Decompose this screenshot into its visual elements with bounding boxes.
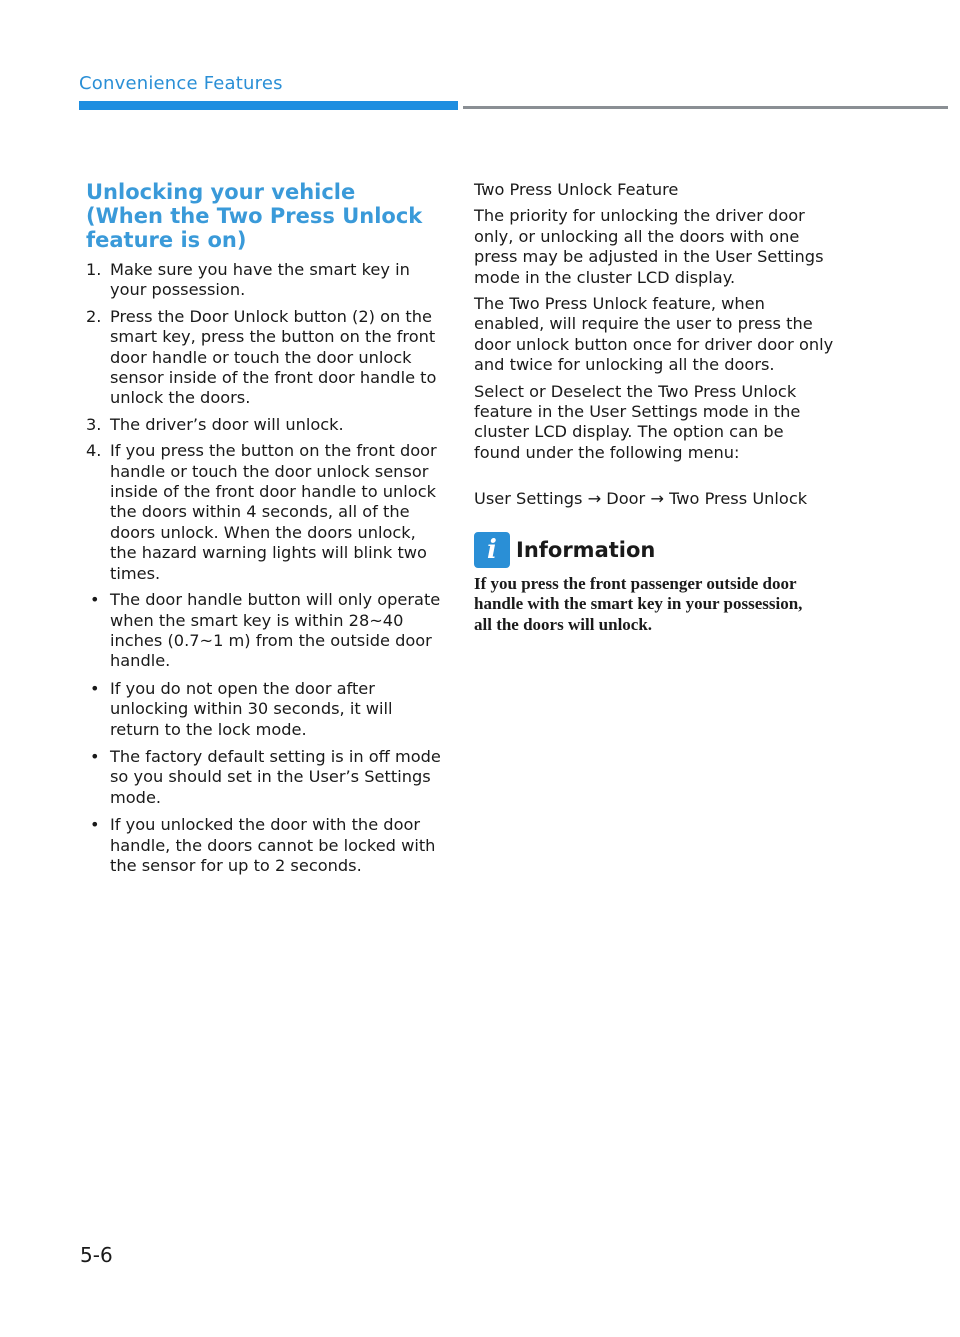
note-item (86, 815, 442, 876)
step-text: If you press the button on the front door handle or touch the door unlock sensor inside of the front door handle to unlock the doors within 4 seconds, all of the doors unlock. When the doors unlock, the hazard warning lights will blink two times. (110, 441, 437, 583)
body-paragraph: The Two Press Unlock feature, when enabled, will require the user to press the door unlock button once for driver door only and twice for unlocking all the doors. (474, 294, 834, 375)
steps-list (86, 260, 442, 584)
section-title: Convenience Features (79, 73, 283, 94)
right-column (474, 180, 834, 635)
heading-line: Unlocking your vehicle (86, 180, 356, 204)
step-item (86, 260, 442, 301)
header-rule (463, 106, 948, 109)
step-text: Press the Door Unlock button (2) on the smart key, press the button on the front door handle or touch the door unlock sensor inside of the front door handle to unlock the doors. (110, 306, 437, 408)
note-item (86, 679, 442, 740)
note-item (86, 590, 442, 672)
bullet-icon: • (90, 815, 100, 835)
info-icon: i (474, 532, 510, 568)
step-text: Make sure you have the smart key in your possession. (110, 260, 410, 300)
information-header (474, 532, 834, 568)
note-text: The factory default setting is in off mode so you should set in the User’s Settings mode. (110, 746, 441, 807)
note-text: If you unlocked the door with the door handle, the doors cannot be locked with the sensor for up to 2 seconds. (110, 815, 436, 875)
notes-list (86, 590, 442, 876)
note-item (86, 747, 442, 808)
section-heading (86, 180, 442, 252)
note-text: If you do not open the door after unlocking within 30 seconds, it will return to the lock mode. (110, 678, 393, 739)
step-number: 1. (86, 260, 102, 279)
body-paragraph: The priority for unlocking the driver door only, or unlocking all the doors with one press may be adjusted in the User Settings mode in the cluster LCD display. (474, 206, 824, 287)
note-text: The door handle button will only operate when the smart key is within 28~40 inches (0.7~1 m) from the outside door handle. (110, 590, 441, 671)
bullet-icon: • (90, 746, 100, 766)
step-number: 4. (86, 441, 102, 461)
step-text: The driver’s door will unlock. (110, 414, 344, 434)
step-number: 3. (86, 414, 102, 434)
menu-path: User Settings → Door → Two Press Unlock (474, 489, 808, 509)
page-number: 5-6 (80, 1243, 113, 1267)
information-body: If you press the front passenger outside door handle with the smart key in your possession, all the doors will unlock. (474, 573, 803, 634)
information-title: Information (516, 537, 656, 562)
heading-line: (When the Two Press Unlock (86, 204, 423, 228)
body-paragraph: Select or Deselect the Two Press Unlock feature in the User Settings mode in the cluster LCD display. The option can be found under the following menu: (474, 381, 801, 462)
step-number: 2. (86, 306, 102, 326)
subsection-title: Two Press Unlock Feature (474, 180, 679, 199)
step-item (86, 441, 442, 584)
step-item (86, 307, 442, 409)
left-column (86, 180, 442, 883)
heading-line: feature is on) (86, 228, 247, 252)
bullet-icon: • (90, 590, 100, 610)
step-item (86, 415, 442, 435)
header-rule-accent (79, 101, 458, 110)
bullet-icon: • (90, 678, 100, 698)
